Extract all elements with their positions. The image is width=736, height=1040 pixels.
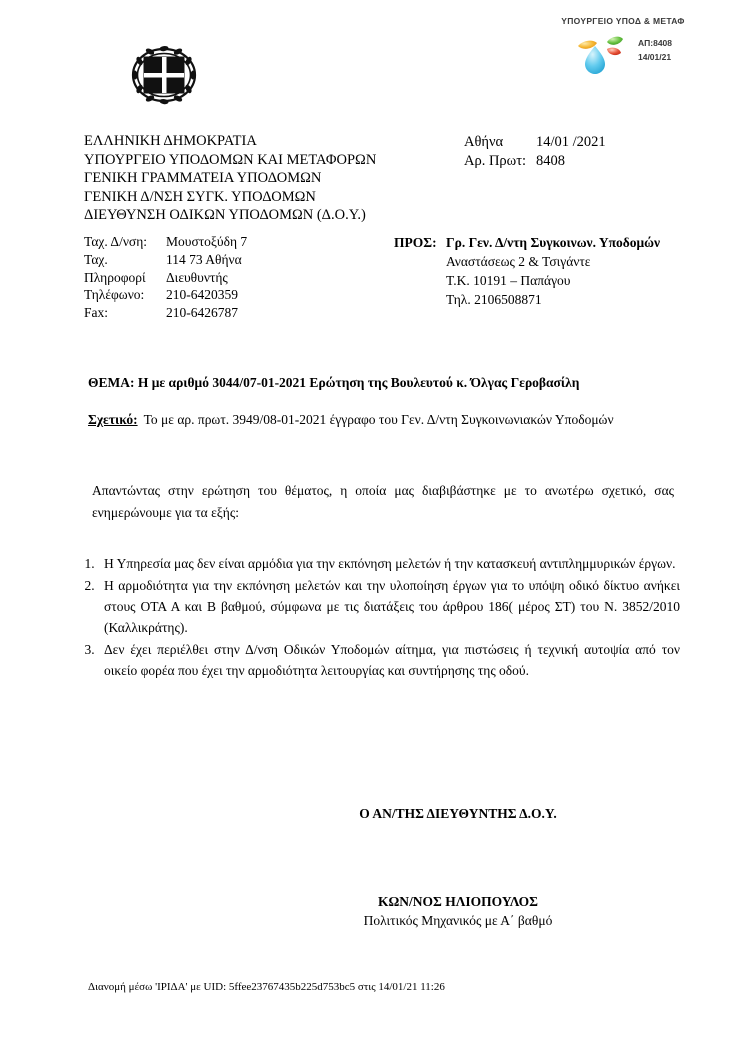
ministry-water-leaf-logo-icon	[574, 32, 630, 76]
stamp-text-lines	[638, 32, 672, 64]
subject-label: ΘΕΜΑ:	[88, 375, 135, 390]
recipient-name: Γρ. Γεν. Δ/ντη Συγκοινων. Υποδομών	[446, 235, 661, 250]
organization-line: ΓΕΝΙΚΗ ΓΡΑΜΜΑΤΕΙΑ ΥΠΟΔΟΜΩΝ	[84, 170, 322, 187]
recipient-phone-line: Τηλ. 2106508871	[446, 292, 542, 308]
protocol-row	[464, 152, 696, 171]
contact-row	[84, 233, 394, 251]
contacts-and-recipient	[84, 233, 696, 322]
protocol-label: Αρ. Πρωτ:	[464, 153, 527, 170]
subject-line	[88, 374, 688, 393]
contact-row	[84, 269, 394, 287]
recipient-primary-row	[394, 233, 696, 252]
recipient-to-label: ΠΡΟΣ:	[394, 235, 437, 250]
signature-title: Ο ΑΝ/ΤΗΣ ΔΙΕΥΘΥΝΤΗΣ Δ.Ο.Υ.	[359, 806, 557, 821]
reference-label: Σχετικό:	[88, 412, 138, 427]
recipient-address-line: Τ.Κ. 10191 – Παπάγου	[446, 273, 571, 289]
stamp-protocol: ΑΠ:8408	[637, 38, 673, 48]
contact-value: 210-6420359	[166, 287, 238, 303]
recipient-address-line: Αναστάσεως 2 & Τσιγάντε	[446, 254, 591, 270]
organization-line: ΔΙΕΥΘΥΝΣΗ ΟΔΙΚΩΝ ΥΠΟΔΟΜΩΝ (Δ.Ο.Υ.)	[84, 207, 366, 224]
document-date: 14/01 /2021	[536, 134, 606, 150]
contact-row	[84, 304, 394, 322]
intro-paragraph: Απαντώντας στην ερώτηση του θέματος, η οποία μας διαβιβάστηκε με το ανωτέρω σχετικό, σας ενημερώνουμε για τα εξής:	[92, 483, 674, 520]
stamp-date: 14/01/21	[637, 52, 672, 63]
organization-line: ΕΛΛΗΝΙΚΗ ΔΗΜΟΚΡΑΤΙΑ	[84, 133, 257, 149]
contact-details-block	[84, 233, 394, 322]
contact-label: Fax:	[84, 305, 109, 321]
organization-line: ΓΕΝΙΚΗ Δ/ΝΣΗ ΣΥΓΚ. ΥΠΟΔΟΜΩΝ	[84, 188, 316, 205]
contact-value: Διευθυντής	[166, 269, 228, 285]
subject-text: Η με αριθμό 3044/07-01-2021 Ερώτηση της Βουλευτού κ. Όλγας Γεροβασίλη	[137, 375, 580, 390]
list-item: 2. Η αρμοδιότητα για την εκπόνηση μελετών και την υλοποίηση έργων για το υπόψη οδικό δίκτυο ανήκει στους ΟΤΑ Α και Β βαθμού, σύμφωνα με τις διατάξεις του άρθρου 186( μέρος ΣΤ) του Ν. 3852/2010 (Καλλικράτης).	[98, 576, 680, 639]
contact-label: Ταχ.	[84, 251, 108, 267]
contact-row	[84, 286, 394, 304]
stamp-ministry-label: ΥΠΟΥΡΓΕΙΟ ΥΠΟΔ & ΜΕΤΑΦ	[561, 16, 685, 26]
contact-label: Ταχ. Δ/νση:	[84, 234, 148, 249]
distribution-footer: Διανομή μέσω 'ΙΡΙΔΑ' με UID: 5ffee23767435b225d753bc5 στις 14/01/21 11:26	[88, 981, 445, 993]
stamp-body	[528, 32, 718, 76]
list-item: 3. Δεν έχει περιέλθει στην Δ/νση Οδικών Υποδομών αίτημα, για πιστώσεις ή τεχνική αυτοψία από τον οικείο φορέα που έχει την αρμοδιότητα λειτουργίας και συντήρησης της οδού.	[98, 640, 680, 682]
document-header	[84, 132, 696, 225]
electronic-stamp	[528, 16, 718, 76]
place-label: Αθήνα	[464, 134, 504, 150]
organization-block	[84, 132, 464, 225]
reference-text: Το με αρ. πρωτ. 3949/08-01-2021 έγγραφο του Γεν. Δ/ντη Συγκοινωνιακών Υποδομών	[143, 412, 614, 427]
place-date-row	[464, 133, 696, 152]
reference-line	[88, 410, 648, 430]
place-and-protocol-block	[464, 132, 696, 172]
recipient-block	[394, 233, 696, 310]
numbered-list	[72, 554, 680, 683]
contact-label: Τηλέφωνο:	[84, 287, 145, 303]
contact-value: 210-6426787	[166, 305, 238, 321]
list-item: 1. Η Υπηρεσία μας δεν είναι αρμόδια για την εκπόνηση μελετών ή την κατασκευή αντιπλημμυρικών έργων.	[98, 554, 680, 575]
contact-value: Μουστοξύδη 7	[166, 234, 248, 249]
greek-coat-of-arms-icon	[130, 44, 198, 106]
organization-line: ΥΠΟΥΡΓΕΙΟ ΥΠΟΔΟΜΩΝ ΚΑΙ ΜΕΤΑΦΟΡΩΝ	[84, 151, 377, 168]
signature-role: Πολιτικός Μηχανικός με Α΄ βαθμό	[363, 913, 553, 928]
contact-row	[84, 251, 394, 269]
protocol-number: 8408	[536, 153, 565, 170]
contact-label: Πληροφορί	[84, 269, 146, 285]
contact-value: 114 73 Αθήνα	[166, 251, 242, 267]
signature-name: ΚΩΝ/ΝΟΣ ΗΛΙΟΠΟΥΛΟΣ	[377, 894, 538, 909]
